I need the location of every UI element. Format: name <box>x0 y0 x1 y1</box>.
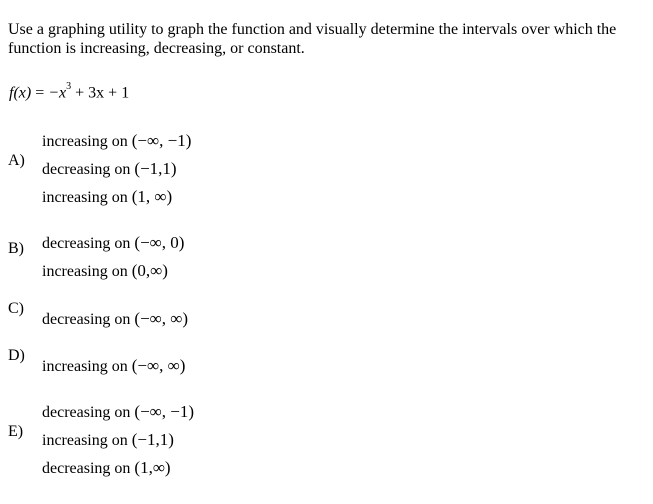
question-text: Use a graphing utility to graph the function and visually determine the intervals over which the function is increasing, decreasing, or constant. <box>8 21 617 57</box>
interval-text: decreasing on <box>42 404 131 421</box>
option-a-line-3 <box>42 187 172 207</box>
option-b-line-2 <box>42 261 168 281</box>
option-e-line-3 <box>42 458 171 478</box>
option-a-line-2 <box>42 159 177 179</box>
option-b-line-1 <box>42 233 184 253</box>
interval-value: (−∞, ∞) <box>131 356 186 375</box>
interval-value: (−∞, ∞) <box>134 309 189 328</box>
interval-text: decreasing on <box>42 311 131 328</box>
interval-text: increasing on <box>42 133 128 150</box>
option-e-line-1 <box>42 402 194 422</box>
interval-value: (1, ∞) <box>131 187 173 206</box>
interval-text: decreasing on <box>42 460 131 477</box>
option-a-line-1 <box>42 131 191 151</box>
function-rest: + 3x + 1 <box>71 84 130 102</box>
interval-text: increasing on <box>42 263 128 280</box>
option-a-label[interactable]: A) <box>8 152 25 169</box>
option-d-label[interactable]: D) <box>8 347 25 364</box>
interval-value: (−1,1) <box>131 430 174 449</box>
interval-value: (−∞, −1) <box>134 402 195 421</box>
option-d-line-1 <box>42 356 185 376</box>
interval-value: (0,∞) <box>131 261 168 280</box>
function-lhs: f(x) <box>9 84 32 102</box>
option-c-line-1 <box>42 309 188 329</box>
interval-text: decreasing on <box>42 235 131 252</box>
option-e-line-2 <box>42 430 174 450</box>
function-equals: = <box>31 84 49 102</box>
interval-text: decreasing on <box>42 161 131 178</box>
interval-value: (−∞, −1) <box>131 131 192 150</box>
interval-text: increasing on <box>42 358 128 375</box>
function-term1: −x <box>48 84 67 102</box>
option-c-label[interactable]: C) <box>8 300 24 317</box>
interval-text: increasing on <box>42 189 128 206</box>
interval-value: (−∞, 0) <box>134 233 185 252</box>
option-e-label[interactable]: E) <box>8 423 24 440</box>
option-b-label[interactable]: B) <box>8 240 24 257</box>
function-exponent: 3 <box>66 81 72 92</box>
interval-value: (−1,1) <box>134 159 177 178</box>
interval-value: (1,∞) <box>134 458 171 477</box>
function-expression <box>9 83 129 102</box>
interval-text: increasing on <box>42 432 128 449</box>
